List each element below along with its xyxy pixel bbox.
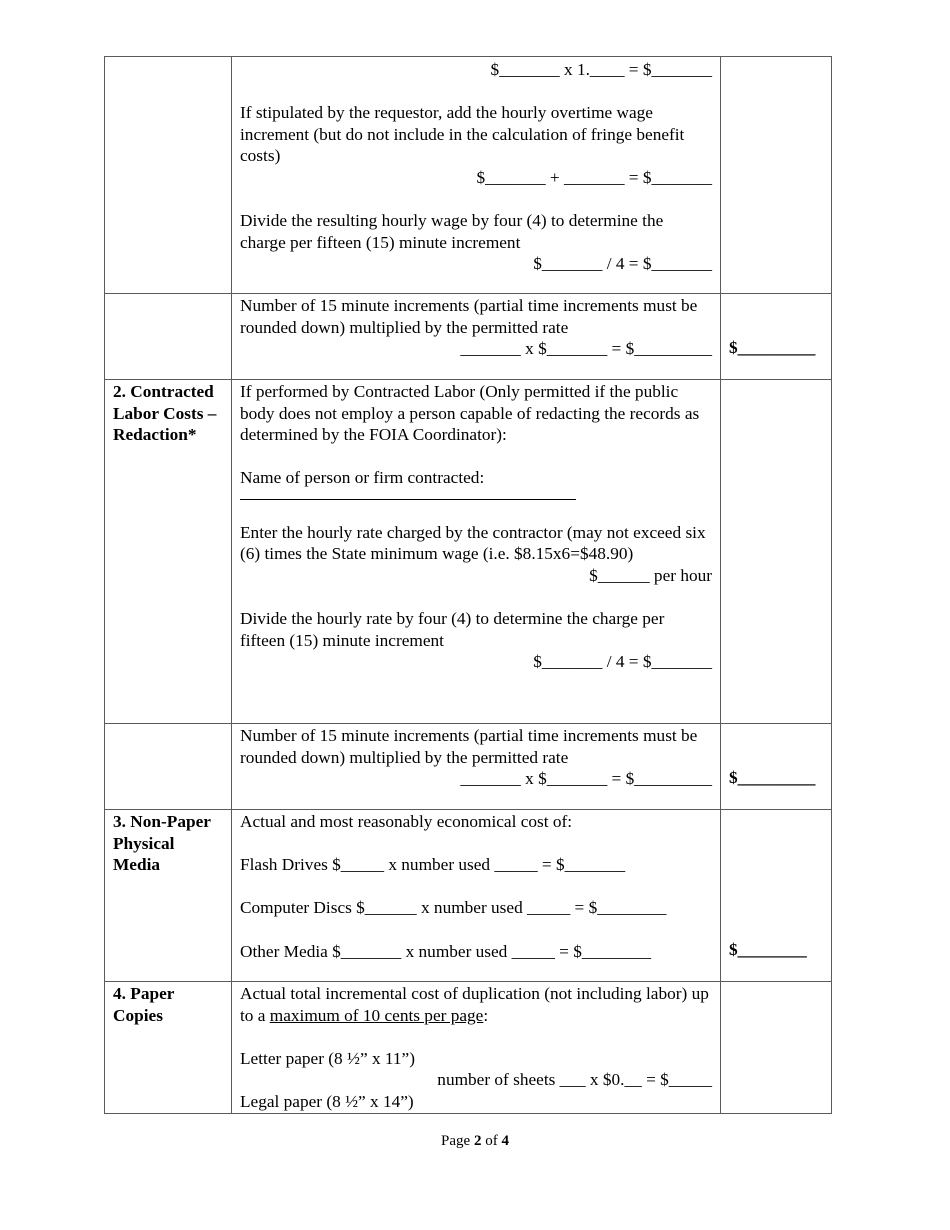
total-pages: 4 xyxy=(501,1133,509,1149)
total-cell xyxy=(721,724,832,810)
description-cell xyxy=(232,57,721,294)
contracted-increments-instruction: Number of 15 minute increments (partial time increments must be rounded down) multiplied by the permitted rate xyxy=(240,726,698,767)
other-media-line: Other Media $_______ x number used _____ = $________ xyxy=(240,941,652,961)
table-row xyxy=(105,810,832,982)
description-cell xyxy=(232,810,721,982)
label-cell xyxy=(105,57,232,294)
table-row xyxy=(105,380,832,724)
contracted-increments-calc-line: _______ x $_______ = $_________ xyxy=(460,769,712,789)
label-cell xyxy=(105,724,232,810)
description-cell xyxy=(232,982,721,1114)
total-cell xyxy=(721,294,832,380)
increments-instruction: Number of 15 minute increments (partial time increments must be rounded down) multiplied by the permitted rate xyxy=(240,296,698,337)
table-row xyxy=(105,57,832,294)
label-cell xyxy=(105,294,232,380)
total-cell xyxy=(721,982,832,1114)
section-label-contracted-labor: 2. Contracted Labor Costs – Redaction* xyxy=(113,382,217,445)
description-cell xyxy=(232,294,721,380)
divide-instruction: Divide the resulting hourly wage by four (4) to determine the charge per fifteen (15) minute increment xyxy=(240,211,664,252)
description-cell xyxy=(232,380,721,724)
fee-calculation-table xyxy=(104,56,832,1114)
flash-drives-line: Flash Drives $_____ x number used _____ = $_______ xyxy=(240,855,626,875)
paper-copies-instruction: Actual total incremental cost of duplication (not including labor) up to a maximum of 10 cents per page: xyxy=(240,984,709,1025)
max-cost-per-page: maximum of 10 cents per page xyxy=(269,1005,484,1025)
label-cell xyxy=(105,380,232,724)
description-cell xyxy=(232,724,721,810)
contracted-labor-instruction: If performed by Contracted Labor (Only permitted if the public body does not employ a person capable of redacting the records as determined by the FOIA Coordinator): xyxy=(240,382,700,445)
computer-discs-line: Computer Discs $______ x number used _____ = $________ xyxy=(240,898,667,918)
current-page: 2 xyxy=(473,1133,482,1149)
letter-paper-label: Letter paper (8 ½” x 11”) xyxy=(240,1048,415,1068)
label-cell xyxy=(105,810,232,982)
overtime-multiplier-line: $_______ x 1.____ = $_______ xyxy=(490,60,712,79)
overtime-instruction: If stipulated by the requestor, add the hourly overtime wage increment (but do not include in the calculation of fringe benefit costs) xyxy=(240,103,685,166)
section-label-paper-copies: 4. Paper Copies xyxy=(113,984,175,1025)
label-cell xyxy=(105,982,232,1114)
increments-calc-line: _______ x $_______ = $_________ xyxy=(460,339,712,359)
contractor-name-label: Name of person or firm contracted: xyxy=(240,468,485,488)
table-row xyxy=(105,982,832,1114)
page-footer: Page 2 of 4 xyxy=(441,1133,509,1149)
legal-paper-label: Legal paper (8 ½” x 14”) xyxy=(240,1091,414,1111)
letter-paper-calc-line: number of sheets ___ x $0.__ = $_____ xyxy=(437,1070,712,1090)
media-intro: Actual and most reasonably economical cost of: xyxy=(240,812,573,831)
section-label-non-paper-media: 3. Non-Paper Physical Media xyxy=(113,812,211,875)
subtotal-labor: $_________ xyxy=(729,338,816,358)
overtime-addition-line: $_______ + _______ = $_______ xyxy=(476,167,712,187)
total-cell xyxy=(721,810,832,982)
contracted-divide-line: $_______ / 4 = $_______ xyxy=(533,652,712,672)
total-cell xyxy=(721,57,832,294)
table-row xyxy=(105,294,832,380)
contracted-divide-instruction: Divide the hourly rate by four (4) to determine the charge per fifteen (15) minute increment xyxy=(240,608,665,650)
contractor-name-line xyxy=(240,489,576,500)
hourly-rate-instruction: Enter the hourly rate charged by the contractor (may not exceed six (6) times the State minimum wage (i.e. $8.15x6=$48.90) xyxy=(240,522,706,564)
subtotal-contracted-labor: $_________ xyxy=(729,768,816,788)
subtotal-media: $________ xyxy=(729,940,807,960)
hourly-rate-line: $______ per hour xyxy=(589,565,712,585)
divide-line: $_______ / 4 = $_______ xyxy=(533,254,712,274)
total-cell xyxy=(721,380,832,724)
table-row xyxy=(105,724,832,810)
